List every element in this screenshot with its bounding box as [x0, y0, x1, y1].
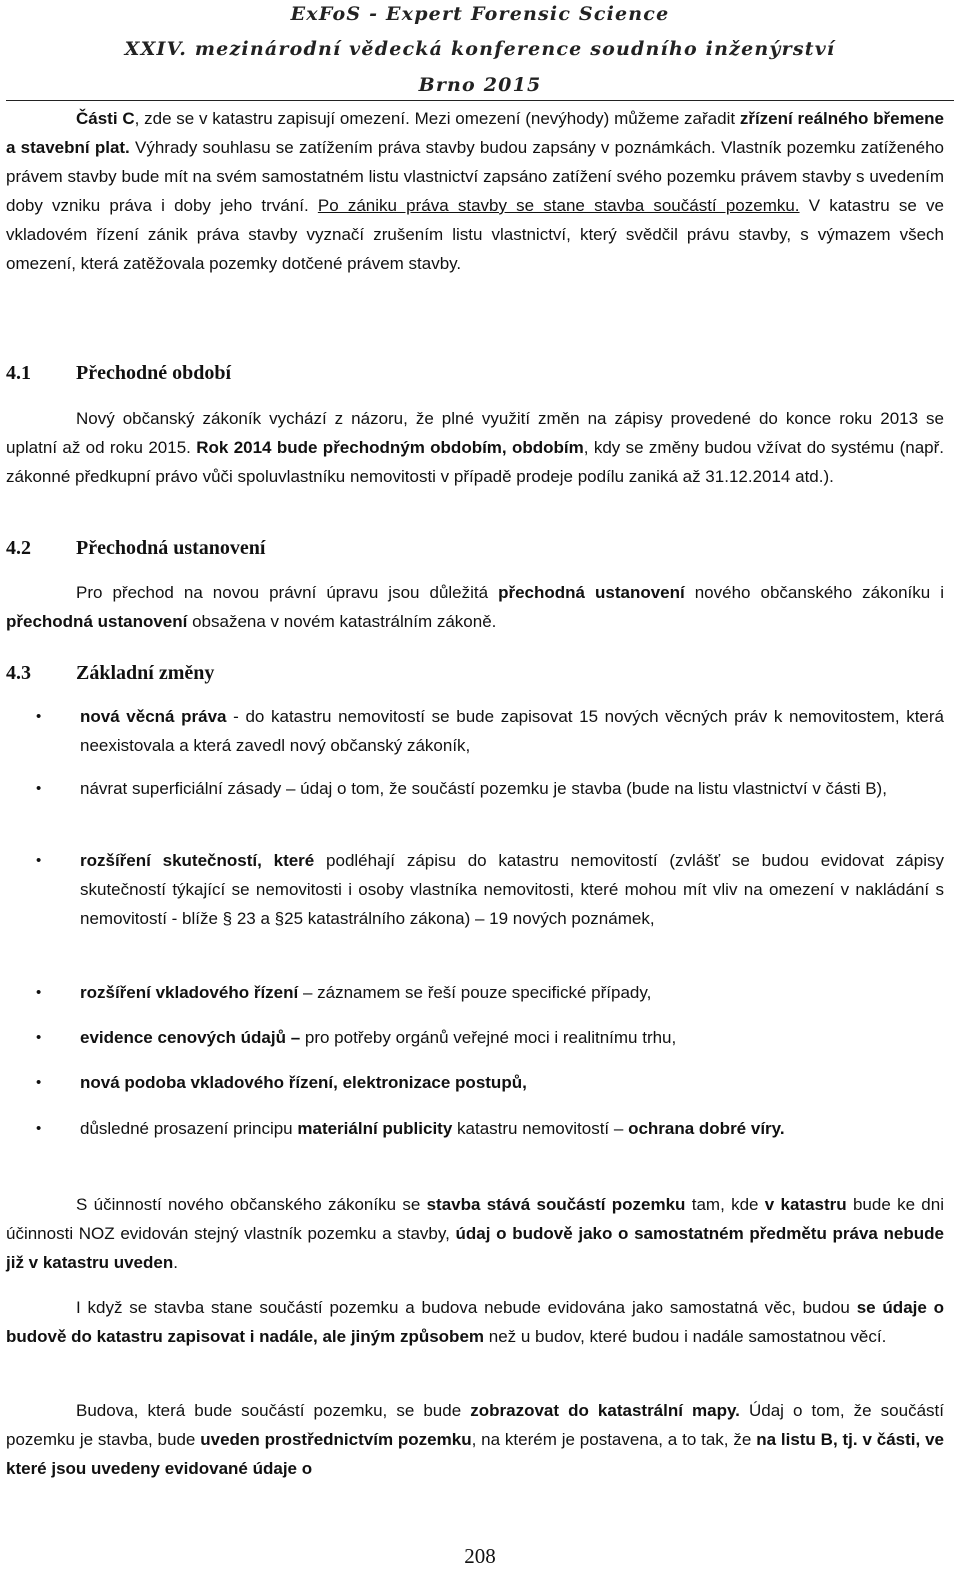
paragraph-transition-period: Nový občanský zákoník vychází z názoru, že plné využití změn na zápisy provedené do konce roku 2013 se uplatní až od roku 2015. Rok 2014 bude přechodným obdobím, obdobím, kdy se změny budou vžívat do systému (např. zákonné předkupní právo vůči spoluvlastníku nemovitosti v případě prodeje podílu zaniká až 31.12.2014 atd.).: [6, 409, 944, 486]
page-number: 208: [464, 1544, 496, 1568]
bullet-icon: •: [36, 984, 42, 1001]
bullet-icon: •: [36, 780, 42, 797]
running-header-subtitle: XXIV. mezinárodní vědecká konference soudního inženýrství: [124, 38, 836, 60]
paragraph-building-records: I když se stavba stane součástí pozemku a budova nebude evidována jako samostatná věc, budou se údaje o budově do katastru zapisovat i nadále, ale jiným způsobem než u budov, které budou i nadále samostatnou věcí.: [6, 1298, 945, 1346]
paragraph-cadastral-map: Budova, která bude součástí pozemku, se bude zobrazovat do katastrální mapy. Údaj o tom, že součástí pozemku je stavba, bude uveden prostřednictvím pozemku, na kterém je postavena, a to tak, že na listu B, tj. v části, ve které jsou uvedeny evidované údaje o: [6, 1401, 944, 1478]
bullet-icon: •: [36, 1120, 42, 1137]
paragraph-law-of-building: Části C, zde se v katastru zapisují omezení. Mezi omezení (nevýhody) můžeme zařadit zřízení reálného břemene a stavební plat. Výhrady souhlasu se zatížením práva stavby budou zapsány v poznámkách. Vlastník pozemku zatíženého právem stavby bude mít na svém samostatném listu vlastnictví zapsáno zatížení svého pozemku právem stavby s uvedením doby vzniku práva i doby jeho trvání. Po zániku práva stavby se stane stavba součástí pozemku. V katastru se ve vkladovém řízení zánik práva stavby vyznačí zrušením listu vlastnictví, který svědčil právu stavby, s výmazem všech omezení, která zatěžovala pozemky dotčené právem stavby.: [6, 109, 944, 273]
bullet-icon: •: [36, 852, 42, 869]
section-heading-4-2: 4.2 Přechodná ustanovení: [6, 537, 266, 559]
running-header-place-year: Brno 2015: [418, 74, 542, 96]
header-rule: [6, 100, 954, 101]
section-heading-4-1: 4.1 Přechodné období: [6, 362, 232, 384]
document-page: ExFoS - Expert Forensic Science XXIV. mezinárodní vědecká konference soudního inženýrství Brno 2015 Části C, zde se v katastru zapisují omezení. Mezi omezení (nevýhody) můžeme zařadit zřízení reálného břemene a stavební plat. Výhrady souhlasu se zatížením práva stavby budou zapsány v poznámkách. Vlastník pozemku zatíženého právem stavby bude mít na svém samostatném listu vlastnictví zapsáno zatížení svého pozemku právem stavby s uvedením doby vzniku práva i doby jeho trvání. Po zániku práva stavby se stane stavba součástí pozemku. V katastru se ve vkladovém řízení zánik práva stavby vyznačí zrušením listu vlastnictví, který svědčil právu stavby, s výmazem všech omezení, která zatěžovala pozemky dotčené právem stavby. 4.1 Přechodné období Nový občanský zákoník vychází z názoru, že plné využití změn na zápisy provedené do konce roku 2013 se uplatní až od roku 2015. Rok 2014 bude přechodným obdobím, obdobím, kdy se změny budou vžívat do systému (např. zákonné předkupní právo vůči spoluvlastníku nemovitosti v případě prodeje podílu zaniká až 31.12.2014 atd.). 4.2 Přechodná ustanovení Pro přechod na novou právní úpravu jsou důležitá přechodná ustanovení nového občanského zákoníku i přechodná ustanovení obsažena v novém katastrálním zákoně. 4.3 Základní změny • nová věcná práva - do katastru nemovitostí se bude zapisovat 15 nových věcných práv k nemovitostem, která neexistovala a která zavedl nový občanský zákoník, • návrat superficiální zásady – údaj o tom, že součástí pozemku je stavba (bude na listu vlastnictví v části B), • rozšíření skutečností, které podléhají zápisu do katastru nemovitostí (zvlášť se budou evidovat zápisy skutečností týkající se nemovitosti i osoby vlastníka nemovitosti, které mohou mít vliv na omezení v nakládání s nemovitostí - blíže § 23 a §25 katastrálního zákona) – 19 nových poznámek, • rozšíření vkladového řízení – záznamem se řeší pouze specifické případy, • evidence cenových údajů – pro potřeby orgánů veřejné moci i realitnímu trhu, • nová podoba vkladového řízení, elektronizace postupů, • důsledné prosazení principu materiální publicity katastru nemovitostí – ochrana dobré víry. S účinností nového občanského zákoníku se stavba stává součástí pozemku tam, kde v katastru bude ke dni účinnosti NOZ evidován stejný vlastník pozemku a stavby, údaj o budově jako o samostatném předmětu práva nebude již v katastru uveden. I když se stavba stane součástí pozemku a budova nebude evidována jako samostatná věc, budou se údaje o budově do katastru zapisovat i nadále, ale jiným způsobem než u budov, které budou i nadále samostatnou věcí. Budova, která bude součástí pozemku, se bude zobrazovat do katastrální mapy. Údaj o tom, že součástí pozemku je stavba, bude uveden prostřednictvím pozemku, na kterém je postavena, a to tak, že na listu B, tj. v části, ve které jsou uvedeny evidované údaje o 208: [0, 0, 960, 1583]
running-header-conference: ExFoS - Expert Forensic Science: [290, 3, 670, 25]
paragraph-transitional-provisions: Pro přechod na novou právní úpravu jsou důležitá přechodná ustanovení nového občanského zákoníku i přechodná ustanovení obsažena v novém katastrálním zákoně.: [6, 583, 944, 631]
bullet-icon: •: [36, 708, 42, 725]
paragraph-building-part-of-land: S účinností nového občanského zákoníku se stavba stává součástí pozemku tam, kde v katastru bude ke dni účinnosti NOZ evidován stejný vlastník pozemku a stavby, údaj o budově jako o samostatném předmětu práva nebude již v katastru uveden.: [6, 1195, 944, 1272]
section-heading-4-3: 4.3 Základní změny: [6, 662, 215, 684]
bullet-icon: •: [36, 1029, 42, 1046]
bullet-icon: •: [36, 1074, 42, 1091]
